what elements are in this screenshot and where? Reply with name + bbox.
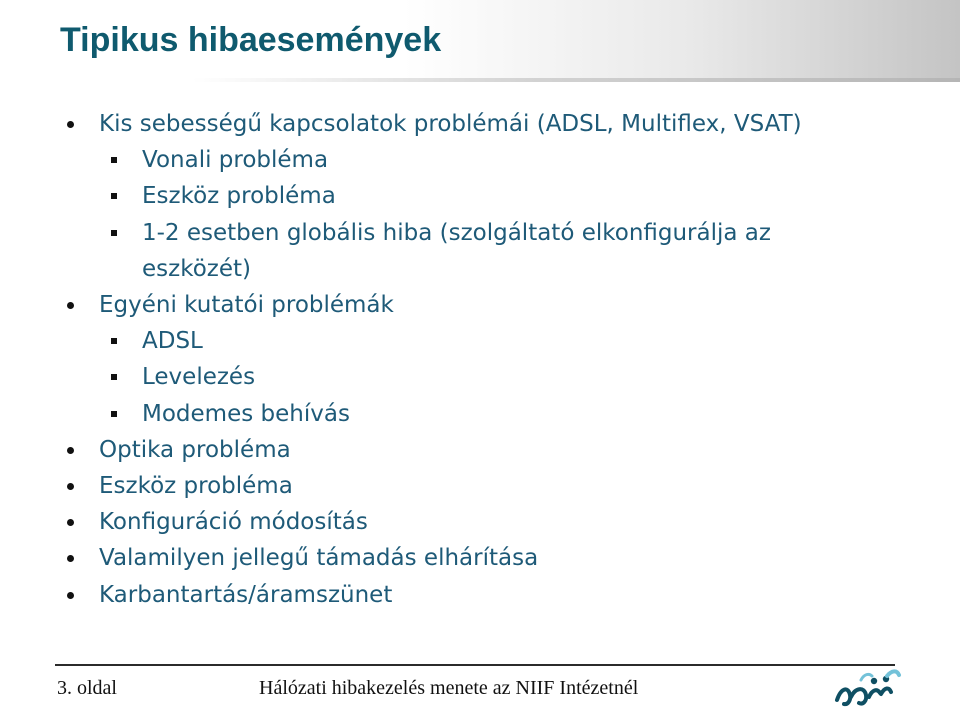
- bullet-item-level1: Kis sebességű kapcsolatok problémái (ADSL, Multiflex, VSAT): [99, 111, 802, 137]
- footer-title: Hálózati hibakezelés menete az NIIF Intézetnél: [259, 677, 639, 699]
- bullet-square-icon: [111, 193, 117, 199]
- bullet-item-level1: Karbantartás/áramszünet: [99, 581, 393, 608]
- bullet-item-level2: eszközét): [142, 255, 251, 282]
- footer-divider: [55, 664, 895, 666]
- niif-logo-icon: [833, 666, 903, 710]
- bullet-square-icon: [111, 157, 117, 163]
- bullet-item-level1: Eszköz probléma: [99, 473, 293, 499]
- page-number: 3. oldal: [57, 677, 117, 699]
- bullet-item-level2: Eszköz probléma: [142, 183, 336, 210]
- bullet-dot-icon: [67, 555, 74, 562]
- bullet-square-icon: [111, 338, 117, 344]
- bullet-dot-icon: [67, 592, 74, 599]
- title-underline: [0, 78, 960, 82]
- bullet-item-level2: ADSL: [142, 328, 203, 355]
- bullet-dot-icon: [67, 519, 74, 526]
- bullet-dot-icon: [67, 483, 74, 490]
- bullet-item-level1: Konfiguráció módosítás: [99, 509, 368, 536]
- bullet-square-icon: [111, 411, 117, 417]
- bullet-item-level1: Valamilyen jellegű támadás elhárítása: [99, 545, 539, 572]
- bullet-dot-icon: [67, 447, 74, 454]
- bullet-item-level2: Vonali probléma: [142, 147, 329, 174]
- bullet-item-level2: Modemes behívás: [142, 400, 350, 427]
- bullet-item-level2: Levelezés: [142, 364, 256, 391]
- bullet-square-icon: [111, 374, 117, 380]
- bullet-dot-icon: [67, 121, 74, 128]
- bullet-item-level1: Optika probléma: [99, 436, 291, 463]
- bullet-dot-icon: [67, 302, 74, 309]
- bullet-item-level2: 1-2 esetben globális hiba (szolgáltató elkonfigurálja az: [142, 219, 771, 246]
- bullet-square-icon: [111, 230, 117, 236]
- bullet-item-level1: Egyéni kutatói problémák: [99, 292, 394, 318]
- slide-title: Tipikus hibaesemények: [60, 21, 442, 59]
